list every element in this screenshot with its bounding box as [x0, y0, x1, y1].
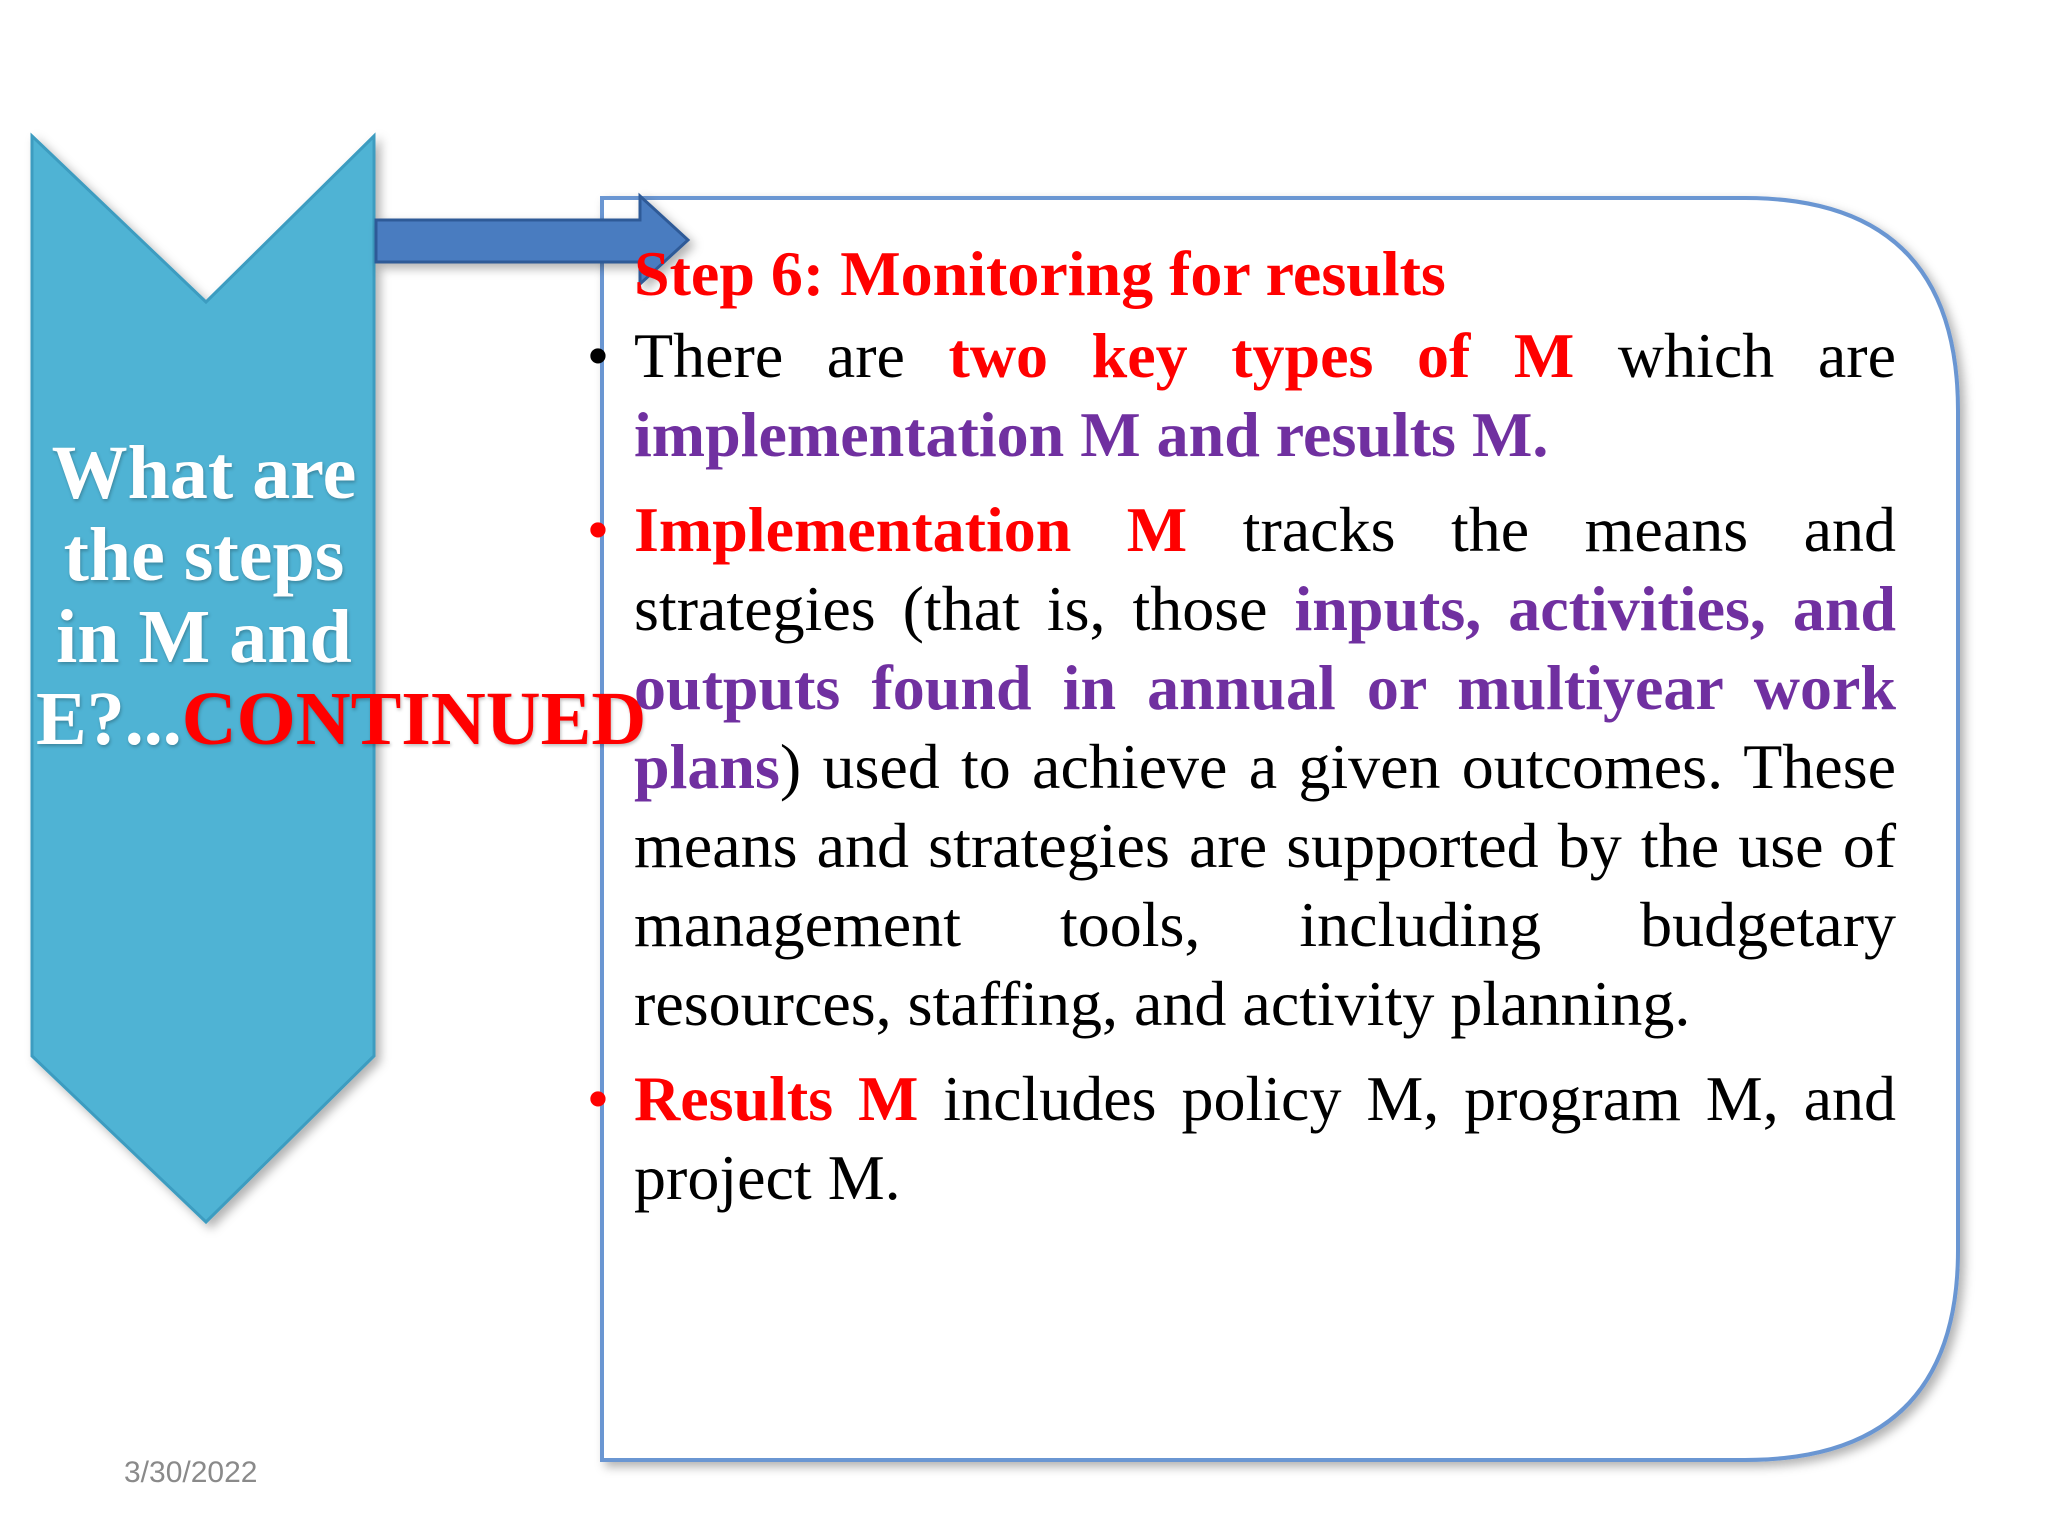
list-item: • There are two key types of M which are implementation M and results M. [634, 316, 1896, 474]
chevron-title-red: CONTINUED [181, 677, 647, 761]
chevron-title-white: What are the steps in M and E?... [36, 431, 357, 761]
step-heading: Step 6: Monitoring for results [634, 238, 1446, 309]
content-box [586, 232, 1897, 1217]
chevron-title [36, 431, 647, 761]
bullet-list [586, 316, 1897, 1217]
bullet-icon: • [586, 494, 610, 565]
slide-date: 3/30/2022 [124, 1456, 258, 1489]
bullet-icon: • [586, 1063, 610, 1134]
list-item: • Implementation M tracks the means and strategies (that is, those inputs, activities, and outputs found in annual or multiyear work plans) used to achieve a given outcomes. These means and strategies are supported by the use of management tools, including budgetary resources, staffing, and activity planning. [634, 490, 1896, 1043]
list-item: • Results M includes policy M, program M, and project M. [634, 1059, 1896, 1217]
bullet-icon: • [586, 320, 610, 391]
